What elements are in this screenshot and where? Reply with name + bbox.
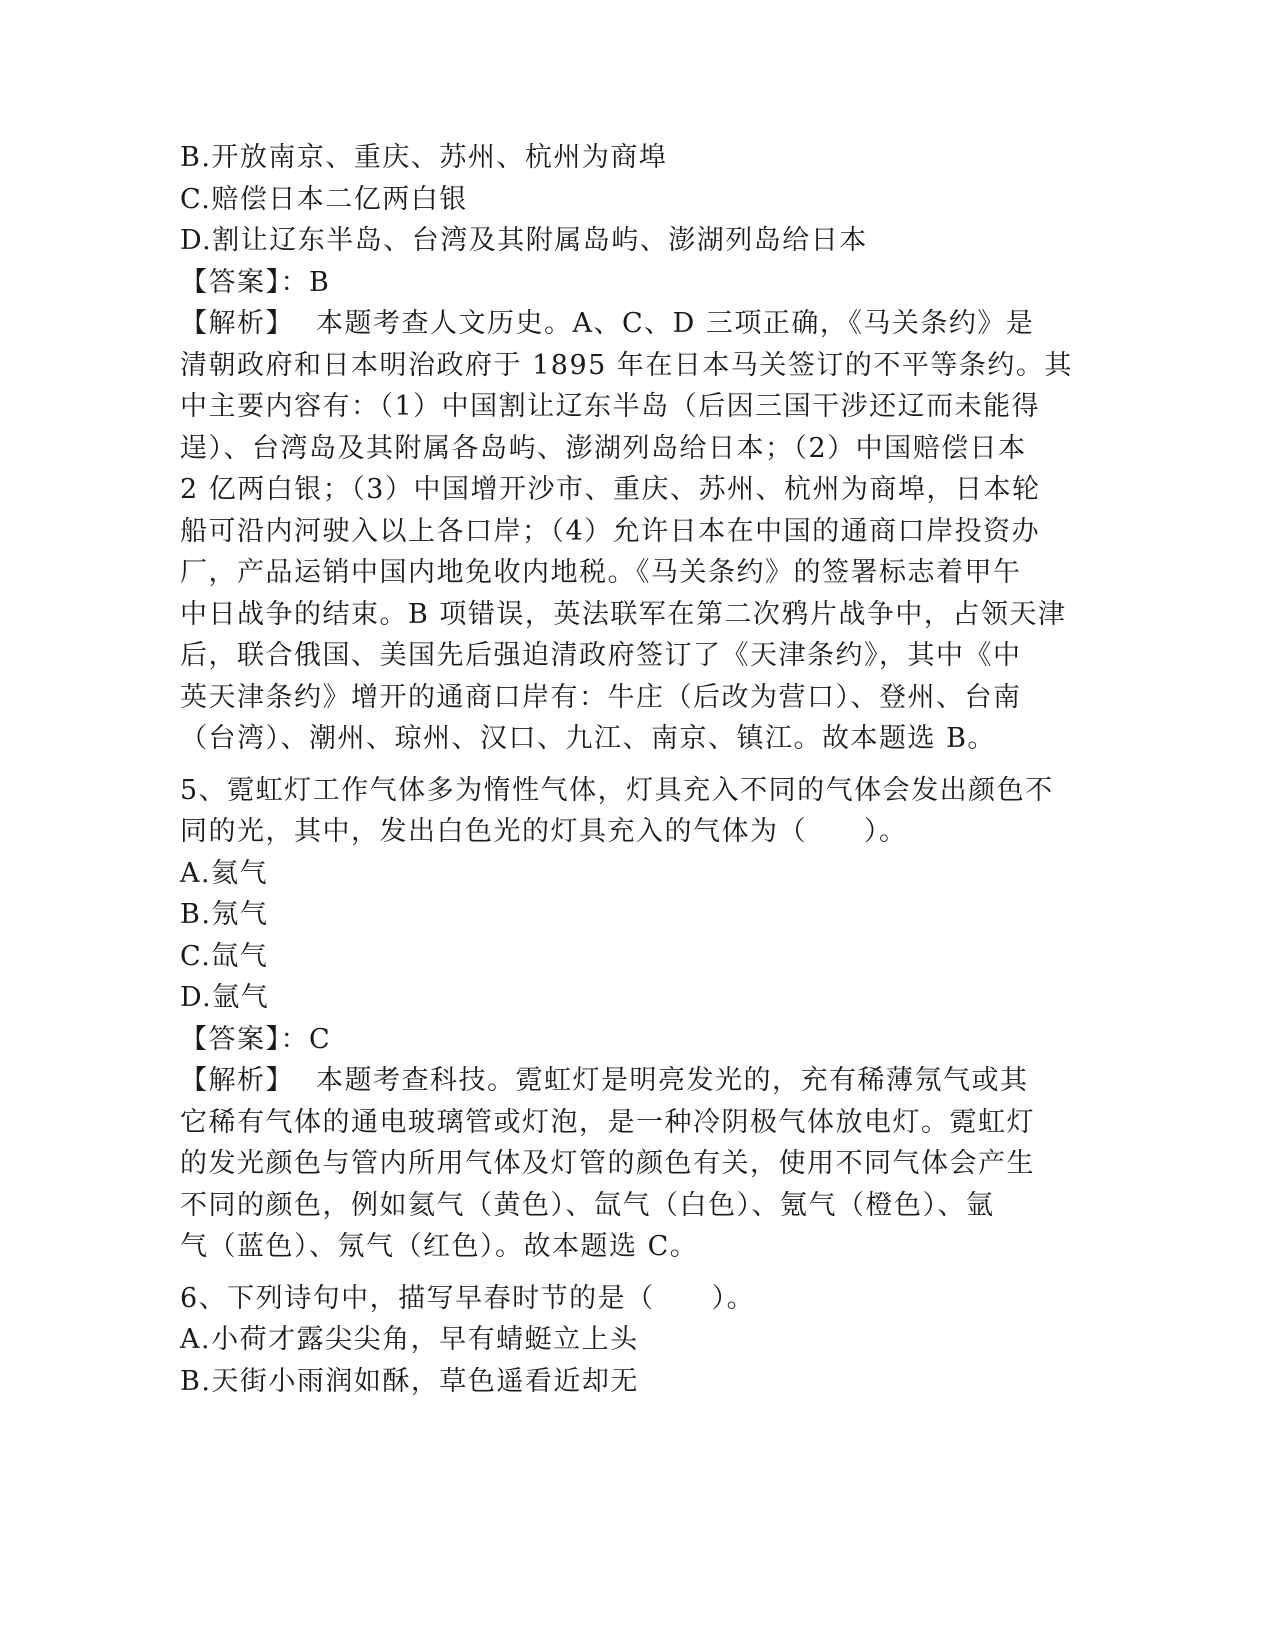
- q4-analysis-line: 中日战争的结束。B 项错误，英法联军在第二次鸦片战争中，占领天津: [180, 598, 1067, 630]
- q5-analysis-line: 气（蓝色）、氖气（红色）。故本题选 C。: [180, 1231, 699, 1262]
- q6-option-b: B.天街小雨润如酥，草色遥看近却无: [180, 1365, 639, 1397]
- q4-analysis-line: 清朝政府和日本明治政府于 1895 年在日本马关签订的不平等条约。其: [180, 349, 1073, 381]
- q4-option-c: C.赔偿日本二亿两白银: [180, 183, 468, 215]
- q5-option-b: B.氖气: [180, 899, 269, 930]
- q5-options: [180, 853, 1030, 1019]
- q4-analysis: [180, 303, 1073, 760]
- q4-analysis-label: 【解析】: [180, 308, 294, 339]
- q4-analysis-line: 后，联合俄国、美国先后强迫清政府签订了《天津条约》，其中《中: [180, 640, 1022, 671]
- q4-answer: 【答案】：B: [180, 266, 331, 298]
- q6-question: [180, 1278, 1030, 1320]
- q5-option-c: C.氙气: [180, 940, 269, 972]
- q5-analysis-line: 本题考查科技。霓虹灯是明亮发光的，充有稀薄氖气或其: [316, 1065, 1029, 1096]
- q5-analysis-label: 【解析】: [180, 1065, 294, 1096]
- q5-question: [180, 770, 1054, 853]
- q6-question-line: 6、下列诗句中，描写早春时节的是（ ）。: [180, 1282, 756, 1314]
- q5-question-line: 同的光，其中，发出白色光的灯具充入的气体为（ ）。: [180, 816, 908, 847]
- q4-analysis-line: 2 亿两白银；（3）中国增开沙市、重庆、苏州、杭州为商埠，日本轮: [180, 474, 1041, 505]
- q4-options: [180, 137, 1030, 262]
- q5-question-line: 5、霓虹灯工作气体多为惰性气体，灯具充入不同的气体会发出颜色不: [180, 774, 1054, 806]
- q4-analysis-line: 本题考查人文历史。A、C、D 三项正确，《马关条约》是: [316, 308, 1035, 339]
- q4-analysis-line: （台湾）、潮州、琼州、汉口、九江、南京、镇江。故本题选 B。: [180, 723, 996, 754]
- q5-analysis-line: 不同的颜色，例如氦气（黄色）、氙气（白色）、氪气（橙色）、氩: [180, 1189, 995, 1221]
- q4-analysis-line: 厂，产品运销中国内地免收内地税。《马关条约》的签署标志着甲午: [180, 557, 1022, 588]
- document-page: [180, 137, 1073, 1402]
- q5-option-a: A.氦气: [180, 857, 269, 889]
- q5-analysis-line: 它稀有气体的通电玻璃管或灯泡，是一种冷阴极气体放电灯。霓虹灯: [180, 1106, 1035, 1138]
- q5-option-d: D.氩气: [180, 982, 270, 1013]
- q4-analysis-line: 船可沿内河驶入以上各口岸；（4）允许日本在中国的通商口岸投资办: [180, 515, 1041, 547]
- q4-analysis-line: 逞）、台湾岛及其附属各岛屿、澎湖列岛给日本；（2）中国赔偿日本: [180, 432, 1027, 464]
- q4-analysis-line: 英天津条约》增开的通商口岸有：牛庄（后改为营口）、登州、台南: [180, 681, 1022, 713]
- q6-option-a: A.小荷才露尖尖角，早有蜻蜓立上头: [180, 1324, 639, 1355]
- q4-analysis-line: 中主要内容有：（1）中国割让辽东半岛（后因三国干涉还辽而未能得: [180, 391, 1041, 422]
- q5-answer: 【答案】：C: [180, 1023, 332, 1055]
- q4-option-b: B.开放南京、重庆、苏州、杭州为商埠: [180, 142, 668, 173]
- q5-analysis-line: 的发光颜色与管内所用气体及灯管的颜色有关，使用不同气体会产生: [180, 1148, 1035, 1179]
- q6-options: [180, 1319, 1030, 1402]
- q4-option-d: D.割让辽东半岛、台湾及其附属岛屿、澎湖列岛给日本: [180, 225, 868, 256]
- q5-analysis: [180, 1060, 1035, 1268]
